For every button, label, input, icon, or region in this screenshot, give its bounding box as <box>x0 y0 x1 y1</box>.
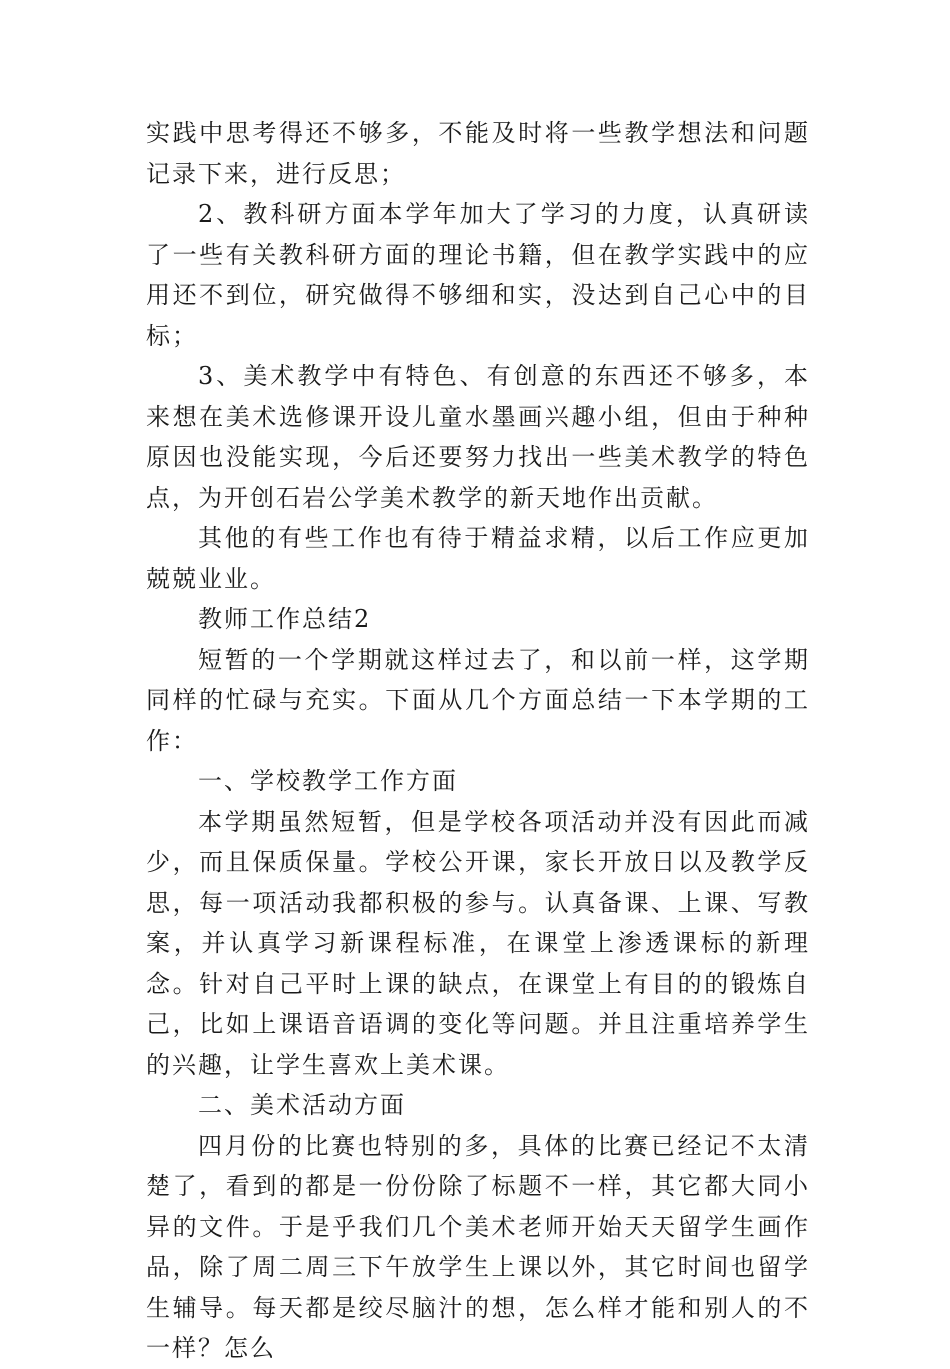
paragraph-research: 2、教科研方面本学年加大了学习的力度，认真研读了一些有关教科研方面的理论书籍，但在教学实践中的应用还不到位，研究做得不够细和实，没达到自己心中的目标； <box>146 200 810 350</box>
heading-teaching-work: 一、学校教学工作方面 <box>198 767 458 795</box>
paragraph-art-activities: 四月份的比赛也特别的多，具体的比赛已经记不太清楚了，看到的都是一份份除了标题不一样，其它都大同小异的文件。于是乎我们几个美术老师开始天天留学生画作品，除了周二周三下午放学生上课以外，其它时间也留学生辅导。每天都是绞尽脑汁的想，怎么样才能和别人的不一样？怎么 <box>146 1131 810 1362</box>
heading-art-activities: 二、美术活动方面 <box>198 1091 406 1119</box>
paragraph-semester-intro: 短暂的一个学期就这样过去了，和以前一样，这学期同样的忙碌与充实。下面从几个方面总结一下本学期的工作： <box>146 645 810 755</box>
section-title-summary-2: 教师工作总结2 <box>198 605 372 633</box>
paragraph-art-features: 3、美术教学中有特色、有创意的东西还不够多，本来想在美术选修课开设儿童水墨画兴趣小组，但由于种种原因也没能实现，今后还要努力找出一些美术教学的特色点，为开创石岩公学美术教学的新天地作出贡献。 <box>146 362 810 512</box>
document-body <box>146 113 810 1369</box>
paragraph-other-work: 其他的有些工作也有待于精益求精，以后工作应更加兢兢业业。 <box>146 524 810 593</box>
paragraph-reflection-end: 实践中思考得还不够多，不能及时将一些教学想法和问题记录下来，进行反思； <box>146 119 810 188</box>
paragraph-teaching-work: 本学期虽然短暂，但是学校各项活动并没有因此而减少，而且保质保量。学校公开课，家长开放日以及教学反思，每一项活动我都积极的参与。认真备课、上课、写教案，并认真学习新课程标准，在课堂上渗透课标的新理念。针对自己平时上课的缺点，在课堂上有目的的锻炼自己，比如上课语音语调的变化等问题。并且注重培养学生的兴趣，让学生喜欢上美术课。 <box>146 807 810 1079</box>
